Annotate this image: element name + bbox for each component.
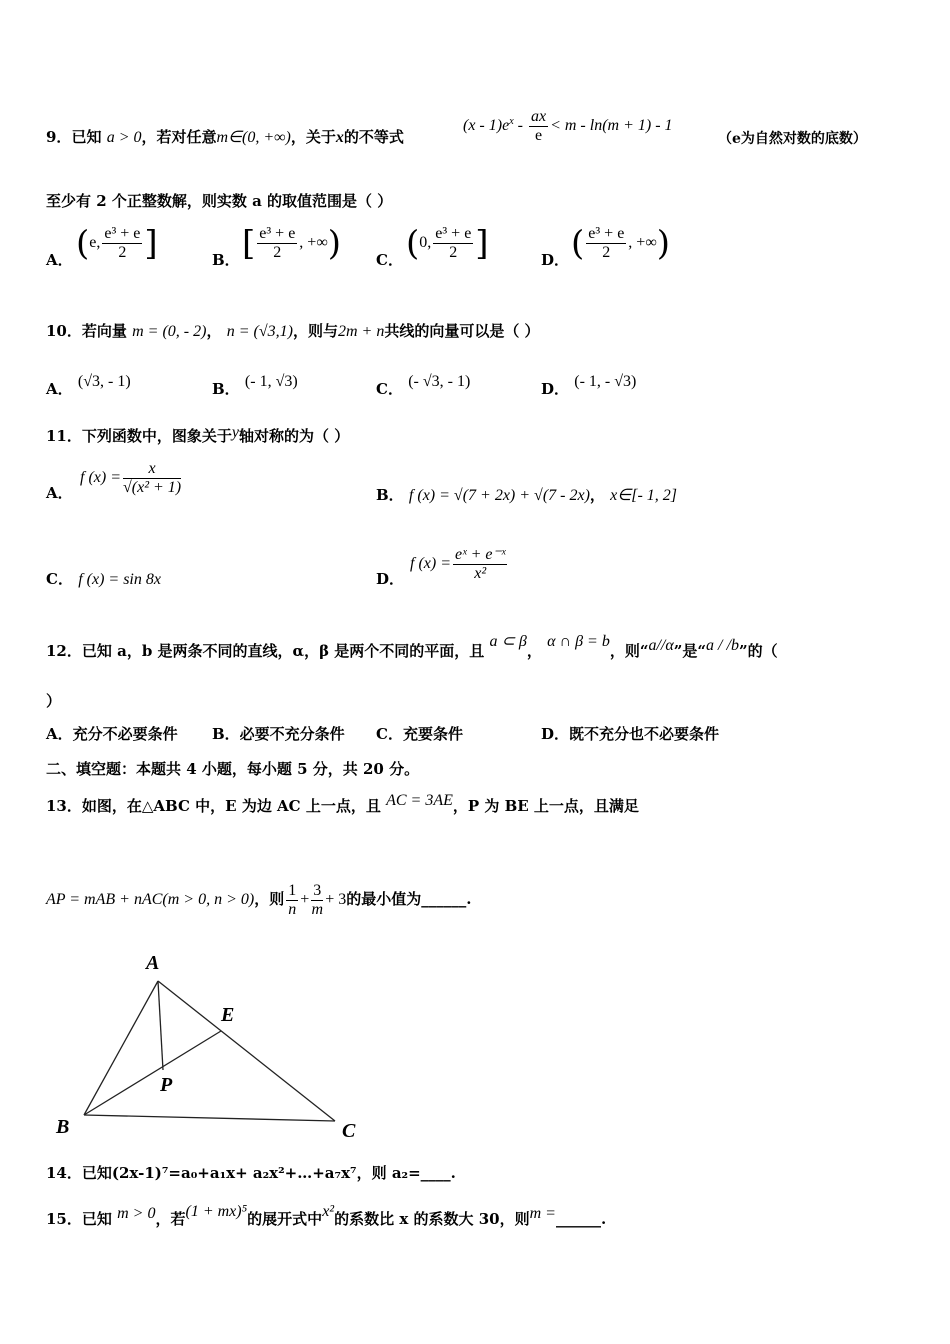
q13-line1: 13．如图，在△ABC 中，E 为边 AC 上一点，且 AC = 3AE，P 为 BE 上一点，且满足 (46, 792, 639, 815)
q9-option-c-interval: (0, $\frac{\text{e³ + e}}{2}$ ] (406, 223, 489, 264)
q11-line: 11．下列函数中，图象关于y轴对称的为（ ） (46, 424, 350, 445)
q13-line2: AP = mAB + nAC(m > 0, n > 0)，则 $\frac{1}{n}$ + $\frac{3}{m}$ + 3的最小值为______. (46, 882, 472, 918)
label-p: P (160, 1074, 173, 1096)
label-b: B (56, 1116, 70, 1138)
label-a: A (146, 952, 160, 974)
segment-ap (158, 981, 163, 1070)
segment-be (84, 1031, 221, 1115)
q9-cond-a: a > 0 (106, 129, 142, 146)
q9-note: （e为自然对数的底数） (718, 131, 867, 147)
q10-option-d[interactable]: D． (- 1, - √3) (541, 373, 637, 398)
q10-option-c[interactable]: C． (- √3, - 1) (376, 373, 471, 398)
q11-option-d[interactable]: D． (376, 570, 405, 588)
q9-option-d-interval: ( $\frac{\text{e³ + e}}{2}$ , +∞) (571, 223, 670, 264)
triangle-figure (50, 945, 380, 1145)
q9-inequality: $(x - 1)e^x$ - $\frac{ax}{e}$ < m - ln(m + 1) - 1 (463, 108, 673, 144)
edge-ab (84, 981, 158, 1115)
q10-line: 10．若向量 m = (0, - 2)， n = (√3,1)，则与2m + n共线的向量可以是（ ） (46, 322, 540, 340)
section-2-heading: 二、填空题：本题共 4 小题，每小题 5 分，共 20 分。 (46, 760, 420, 778)
q11-option-c[interactable]: C． f (x) = sin 8x (46, 570, 161, 588)
q12-option-b[interactable]: B．必要不充分条件 (212, 725, 345, 743)
q12-option-c[interactable]: C．充要条件 (376, 725, 463, 743)
q9-option-b[interactable]: B． (212, 251, 240, 269)
q12-option-a[interactable]: A．充分不必要条件 (46, 725, 178, 743)
q9-option-a[interactable]: A． (46, 251, 73, 269)
q11-option-a[interactable]: A． (46, 484, 73, 502)
q9-option-a-interval: (e, $\frac{\text{e³ + e}}{2}$ ] (76, 223, 158, 264)
q11-option-a-expr: f (x) = $\frac{x}{\text{√(x² + 1)}}$ (80, 460, 182, 496)
q12-close: ） (46, 692, 62, 710)
edge-bc (84, 1115, 335, 1121)
q9-cond-m: m∈(0, +∞) (216, 129, 291, 146)
label-e: E (221, 1004, 235, 1026)
q10-option-a[interactable]: A． (√3, - 1) (46, 373, 131, 398)
q9-line1: 9．已知 a > 0，若对任意m∈(0, +∞)，关于x的不等式 (46, 128, 404, 146)
q11-option-b[interactable]: B． f (x) = √(7 + 2x) + √(7 - 2x)， x∈[- 1, 2] (376, 486, 677, 504)
edge-ac (158, 981, 335, 1121)
q12-line: 12．已知 a，b 是两条不同的直线，α，β 是两个不同的平面，且 a ⊂ β， α ∩ β = b，则“a//α”是“a / /b”的（ (46, 633, 778, 660)
q9-line2: 至少有 2 个正整数解，则实数 a 的取值范围是（ ） (46, 192, 393, 210)
q9-option-b-interval: [ $\frac{\text{e³ + e}}{2}$ , +∞) (242, 223, 341, 264)
q15-line: 15．已知 m > 0，若(1 + mx)⁵的展开式中x²的系数比 x 的系数大 30，则m =______. (46, 1203, 607, 1228)
q14-line: 14．已知(2x-1)⁷=a₀+a₁x+ a₂x²+…+a₇x⁷，则 a₂=____. (46, 1164, 456, 1182)
q10-vec-n: n = (√3,1) (226, 323, 293, 340)
label-c: C (342, 1120, 356, 1142)
q10-vec-m: m = (0, - 2) (132, 323, 207, 340)
q12-option-d[interactable]: D．既不充分也不必要条件 (541, 725, 720, 743)
q9-option-d[interactable]: D． (541, 251, 570, 269)
q11-option-d-expr: f (x) = $\frac{\text{eˣ + e⁻ˣ}}{\text{x²}}$ (410, 546, 506, 582)
q9-option-c[interactable]: C． (376, 251, 403, 269)
q10-option-b[interactable]: B． (- 1, √3) (212, 373, 298, 398)
q9-number: 9． (46, 128, 72, 146)
